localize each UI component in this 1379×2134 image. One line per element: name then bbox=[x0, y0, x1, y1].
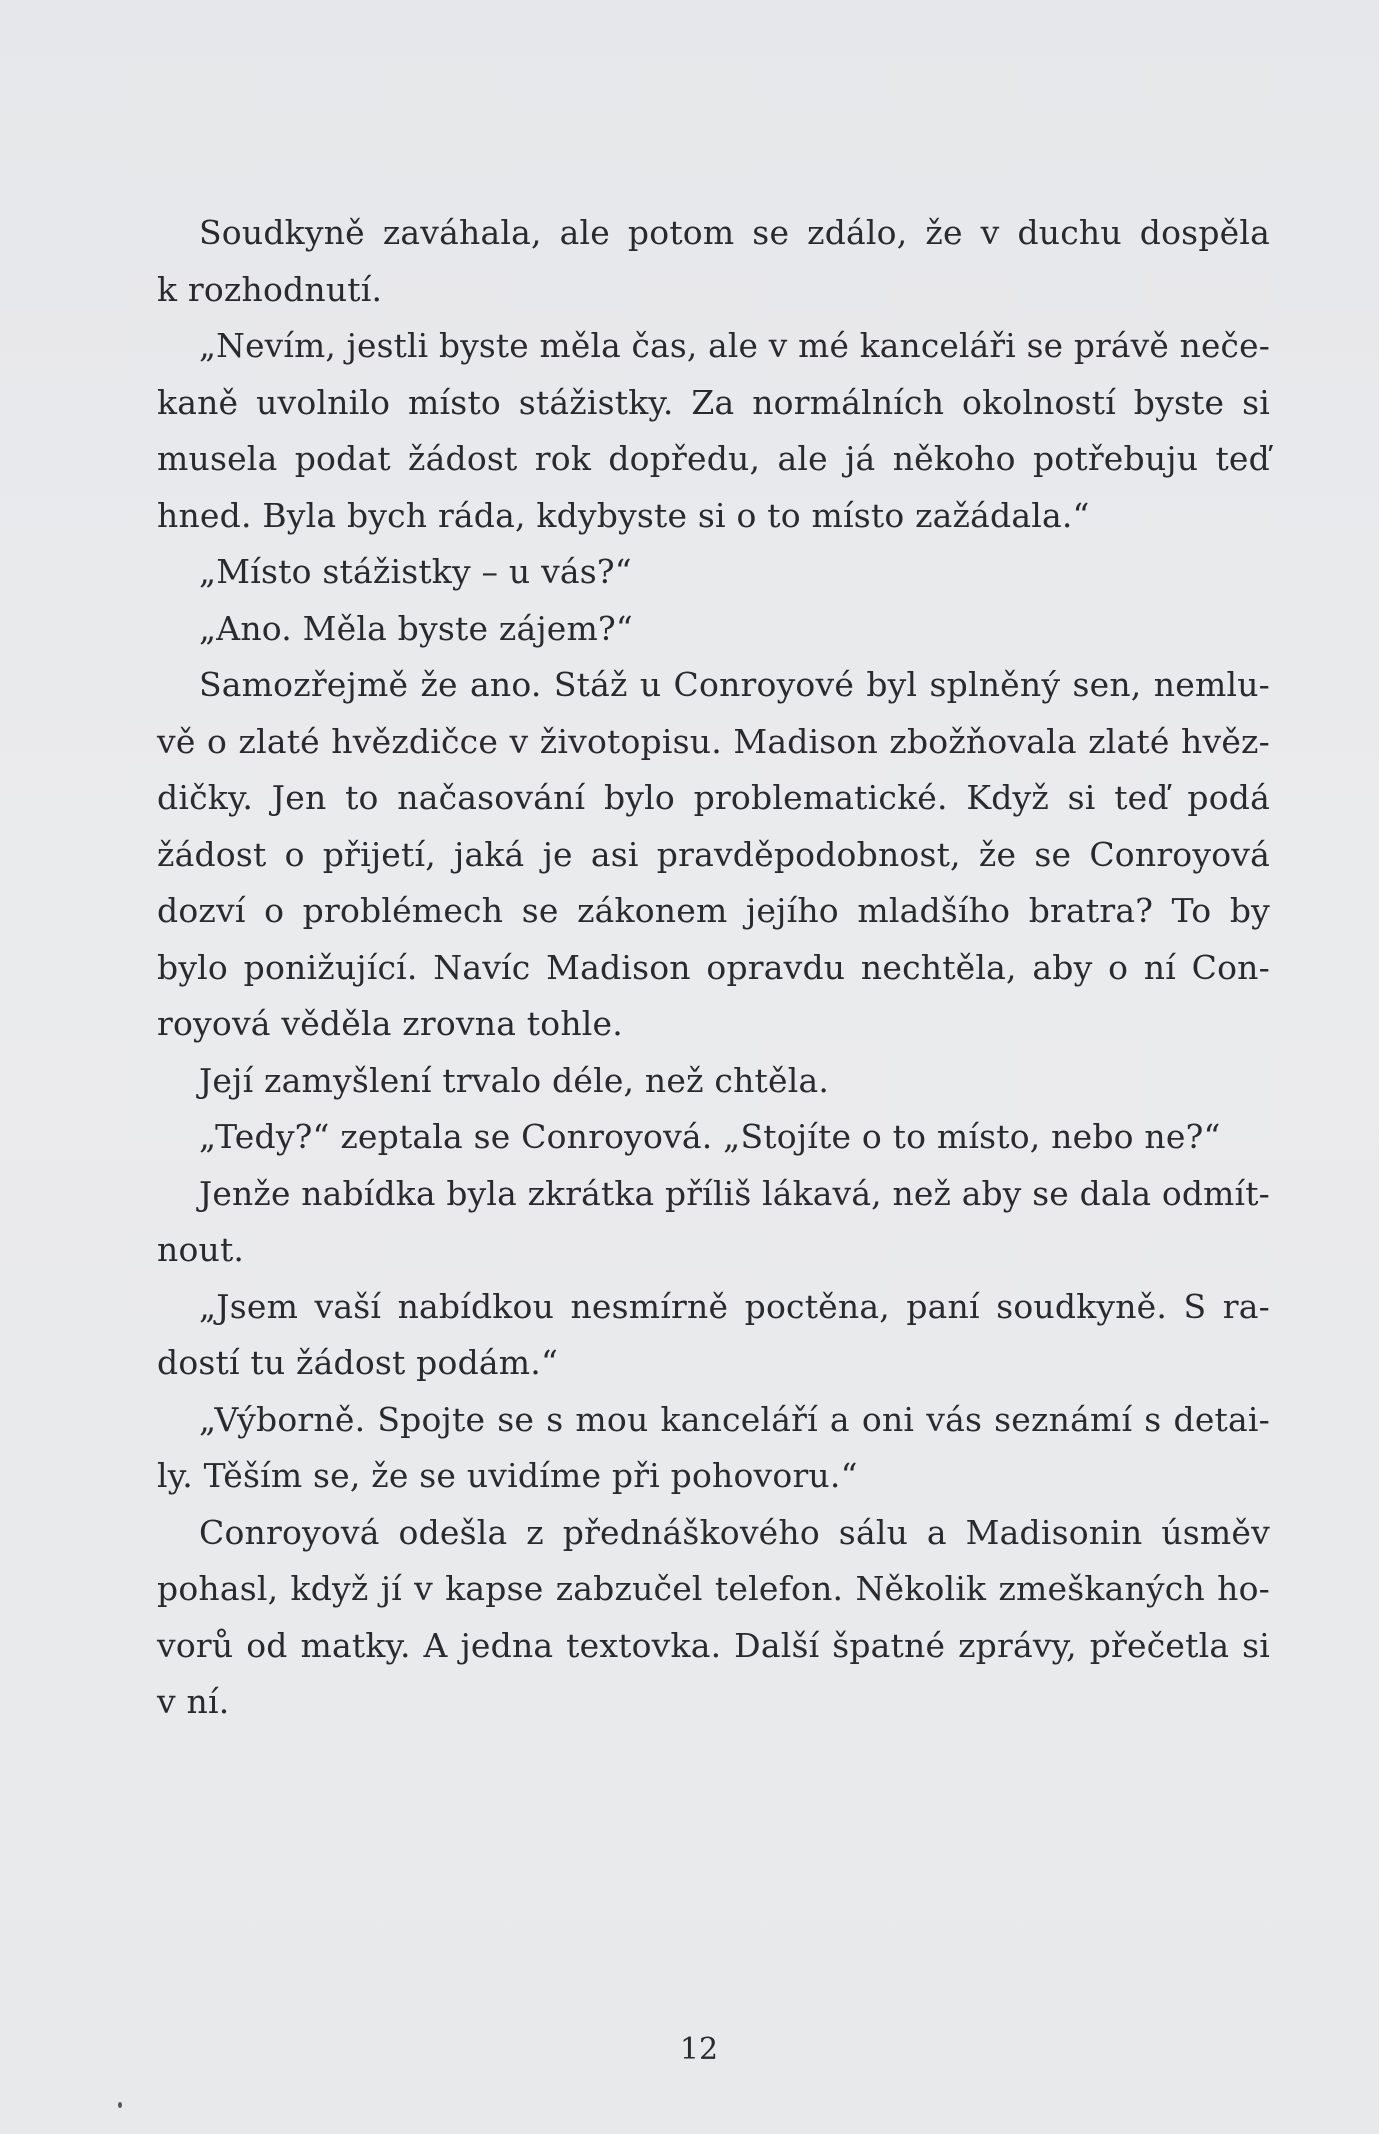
text-line: pohasl, když jí v kapse zabzučel telefon. Několik zmeškaných ho- bbox=[157, 1569, 1270, 1608]
text-line: vě o zlaté hvězdičce v životopisu. Madison zbožňovala zlaté hvěz- bbox=[157, 721, 1270, 761]
text-line: ly. Těším se, že se uvidíme při pohovoru.“ bbox=[157, 1456, 858, 1495]
text-line: žádost o přijetí, jaká je asi pravděpodobnost, že se Conroyová bbox=[157, 834, 1270, 874]
text-line: „Ano. Měla byste zájem?“ bbox=[199, 608, 633, 648]
text-line: bylo ponižující. Navíc Madison opravdu nechtěla, aby o ní Con- bbox=[157, 947, 1270, 987]
text-line: k rozhodnutí. bbox=[157, 269, 383, 309]
text-line: „Tedy?“ zeptala se Conroyová. „Stojíte o to místo, nebo ne?“ bbox=[199, 1117, 1221, 1156]
page-number: 12 bbox=[679, 2032, 719, 2067]
text-line: vorů od matky. A jedna textovka. Další špatné zprávy, přečetla si bbox=[157, 1625, 1270, 1665]
body-text bbox=[157, 205, 1270, 1731]
text-line: hned. Byla bych ráda, kdybyste si o to místo zažádala.“ bbox=[157, 495, 1090, 535]
print-speck bbox=[118, 2102, 122, 2108]
text-line: musela podat žádost rok dopředu, ale já někoho potřebuju teď bbox=[157, 439, 1270, 478]
text-line: dičky. Jen to načasování bylo problematické. Když si teď podá bbox=[157, 778, 1270, 817]
text-line: dozví o problémech se zákonem jejího mladšího bratra? To by bbox=[157, 891, 1270, 930]
text-line: „Místo stážistky – u vás?“ bbox=[199, 552, 632, 591]
text-line: Jenže nabídka byla zkrátka příliš lákavá, než aby se dala odmít- bbox=[199, 1173, 1270, 1213]
text-line: Conroyová odešla z přednáškového sálu a Madisonin úsměv bbox=[199, 1512, 1270, 1552]
text-line: Její zamyšlení trvalo déle, než chtěla. bbox=[199, 1060, 830, 1100]
text-line: Samozřejmě že ano. Stáž u Conroyové byl splněný sen, nemlu- bbox=[199, 665, 1270, 704]
text-line: „Jsem vaší nabídkou nesmírně poctěna, paní soudkyně. S ra- bbox=[199, 1286, 1270, 1326]
text-line: v ní. bbox=[157, 1682, 230, 1721]
text-line: „Nevím, jestli byste měla čas, ale v mé kanceláři se právě neče- bbox=[199, 327, 1270, 365]
text-line: „Výborně. Spojte se s mou kanceláří a oni vás seznámí s detai- bbox=[199, 1399, 1270, 1439]
text-line: dostí tu žádost podám.“ bbox=[157, 1343, 559, 1382]
text-line: royová věděla zrovna tohle. bbox=[157, 1004, 623, 1043]
text-line: Soudkyně zaváhala, ale potom se zdálo, že v duchu dospěla bbox=[199, 213, 1270, 252]
text-line: nout. bbox=[157, 1230, 245, 1269]
text-line: kaně uvolnilo místo stážistky. Za normálních okolností byste si bbox=[157, 382, 1270, 422]
